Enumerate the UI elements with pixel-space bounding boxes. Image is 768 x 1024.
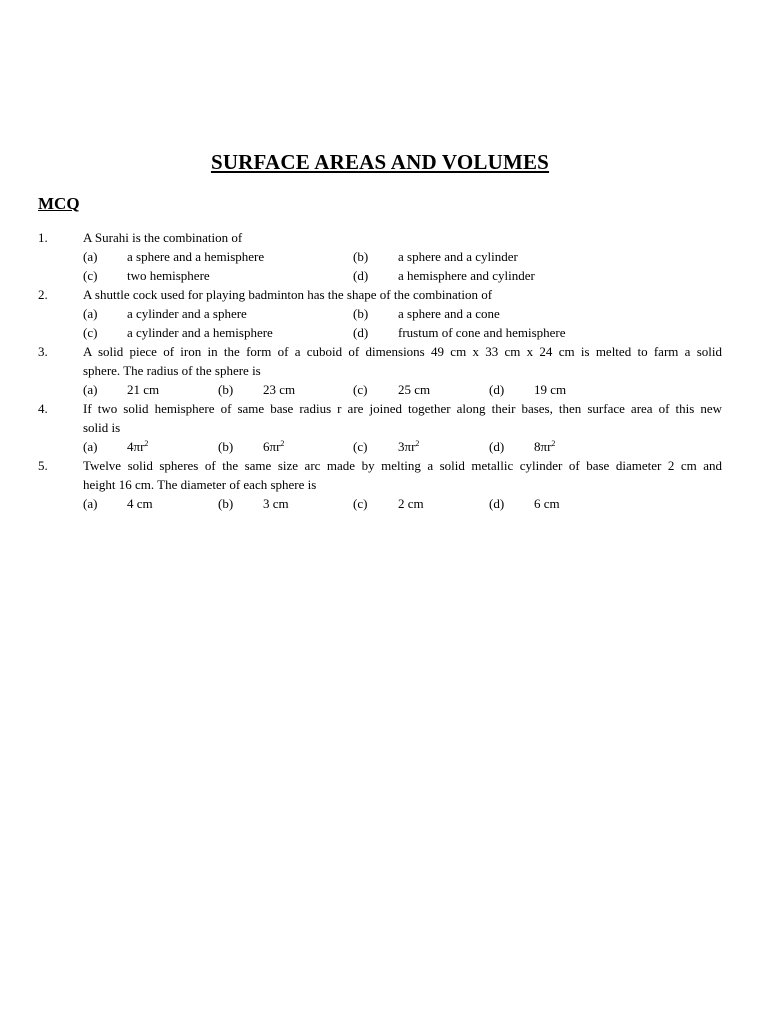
option-text: a sphere and a cone	[398, 306, 500, 321]
option-label: (a)	[83, 249, 98, 264]
page-title: SURFACE AREAS AND VOLUMES	[210, 150, 550, 174]
option-text: 2 cm	[398, 496, 424, 511]
option-label: (b)	[218, 439, 234, 454]
formula-base: 6πr	[263, 439, 281, 454]
option-label: (c)	[83, 325, 98, 340]
option-text: frustum of cone and hemisphere	[398, 325, 566, 340]
question-text: A Surahi is the combination of	[83, 230, 243, 245]
option-label: (d)	[353, 325, 369, 340]
question-number: 3.	[38, 344, 48, 359]
option-text	[263, 437, 284, 456]
option-text: a sphere and a hemisphere	[127, 249, 265, 264]
question-text-continued: sphere. The radius of the sphere is	[83, 363, 261, 378]
formula-exponent: 2	[280, 439, 285, 448]
option-label: (d)	[489, 496, 505, 511]
option-text: 21 cm	[127, 382, 160, 397]
option-text	[534, 437, 555, 456]
option-label: (d)	[489, 382, 505, 397]
option-text: a sphere and a cylinder	[398, 249, 518, 264]
option-label: (a)	[83, 382, 98, 397]
option-text: a hemisphere and cylinder	[398, 268, 535, 283]
option-text: two hemisphere	[127, 268, 210, 283]
option-label: (b)	[218, 382, 234, 397]
option-text: a cylinder and a sphere	[127, 306, 247, 321]
formula-exponent: 2	[415, 439, 420, 448]
option-label: (d)	[353, 268, 369, 283]
option-text	[127, 437, 148, 456]
question-number: 4.	[38, 401, 48, 416]
question-number: 1.	[38, 230, 48, 245]
option-text: a cylinder and a hemisphere	[127, 325, 273, 340]
option-text: 3 cm	[263, 496, 289, 511]
option-label: (b)	[353, 249, 369, 264]
question-5	[0, 456, 768, 513]
question-text: A shuttle cock used for playing badminton has the shape of the combination of	[83, 287, 493, 302]
question-1	[0, 228, 768, 285]
option-text: 4 cm	[127, 496, 153, 511]
question-number: 2.	[38, 287, 48, 302]
question-text-continued: solid is	[83, 420, 121, 435]
option-text: 25 cm	[398, 382, 431, 397]
question-text: If two solid hemisphere of same base radius r are joined together along their bases, then surface area of this new	[83, 401, 722, 416]
question-list	[0, 228, 768, 513]
section-heading: MCQ	[38, 194, 80, 213]
question-text: A solid piece of iron in the form of a cuboid of dimensions 49 cm x 33 cm x 24 cm is melted to farm a solid	[83, 344, 722, 359]
option-label: (d)	[489, 439, 505, 454]
question-3	[0, 342, 768, 399]
question-text-continued: height 16 cm. The diameter of each sphere is	[83, 477, 317, 492]
formula-base: 3πr	[398, 439, 416, 454]
question-2	[0, 285, 768, 342]
option-label: (a)	[83, 496, 98, 511]
option-label: (b)	[353, 306, 369, 321]
option-label: (c)	[83, 268, 98, 283]
question-text: Twelve solid spheres of the same size arc made by melting a solid metallic cylinder of base diameter 2 cm and	[83, 458, 722, 473]
option-text: 19 cm	[534, 382, 567, 397]
formula-base: 4πr	[127, 439, 145, 454]
option-label: (a)	[83, 306, 98, 321]
option-text: 6 cm	[534, 496, 560, 511]
formula-exponent: 2	[144, 439, 149, 448]
formula-base: 8πr	[534, 439, 552, 454]
question-4	[0, 399, 768, 456]
option-label: (c)	[353, 382, 368, 397]
option-text: 23 cm	[263, 382, 296, 397]
option-label: (b)	[218, 496, 234, 511]
option-label: (c)	[353, 496, 368, 511]
formula-exponent: 2	[551, 439, 556, 448]
option-text	[398, 437, 419, 456]
question-number: 5.	[38, 458, 48, 473]
option-label: (a)	[83, 439, 98, 454]
option-label: (c)	[353, 439, 368, 454]
